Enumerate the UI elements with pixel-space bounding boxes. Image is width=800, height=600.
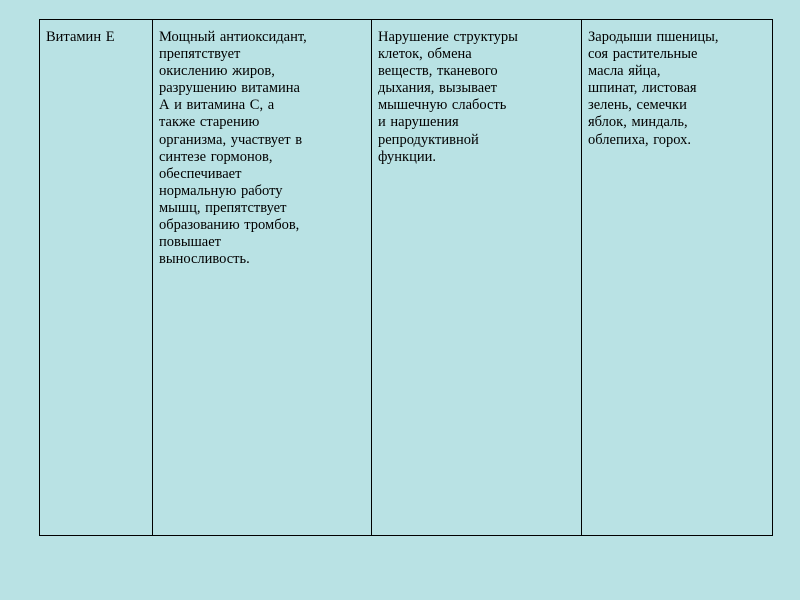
- text-line: яблок, миндаль,: [588, 114, 688, 131]
- text-line: обеспечивает: [159, 165, 242, 182]
- text-line: окислению жиров,: [159, 63, 275, 80]
- function-text: [159, 29, 365, 268]
- sources-cell: [582, 20, 773, 536]
- text-line: организма, участвует в: [159, 131, 303, 148]
- text-line: выносливость.: [159, 251, 250, 268]
- text-line: зелень, семечки: [588, 97, 687, 114]
- text-line: веществ, тканевого: [378, 63, 498, 80]
- text-line: клеток, обмена: [378, 46, 472, 63]
- vitamin-name: Витамин Е: [46, 29, 115, 45]
- text-line: нормальную работу: [159, 182, 283, 199]
- function-cell: [153, 20, 372, 536]
- text-line: соя растительные: [588, 46, 698, 63]
- text-line: также старению: [159, 114, 260, 131]
- text-line: шпинат, листовая: [588, 80, 697, 97]
- text-line: Нарушение структуры: [378, 29, 518, 45]
- text-line: функции.: [378, 148, 436, 165]
- text-line: масла яйца,: [588, 63, 661, 80]
- text-line: образованию тромбов,: [159, 217, 300, 234]
- text-line: Мощный антиоксидант,: [159, 29, 307, 45]
- vitamin-name-cell: [40, 20, 153, 536]
- text-line: облепиха, горох.: [588, 131, 692, 148]
- text-line: Зародыши пшеницы,: [588, 29, 719, 45]
- text-line: А и витамина С, а: [159, 97, 275, 114]
- text-line: дыхания, вызывает: [378, 80, 497, 97]
- text-line: повышает: [159, 234, 221, 251]
- vitamin-table: [39, 19, 773, 536]
- text-line: и нарушения: [378, 114, 459, 131]
- text-line: разрушению витамина: [159, 80, 300, 97]
- text-line: препятствует: [159, 46, 241, 63]
- table-row: [40, 20, 773, 536]
- deficiency-text: [378, 29, 575, 166]
- text-line: синтезе гормонов,: [159, 148, 273, 165]
- text-line: мышечную слабость: [378, 97, 507, 114]
- text-line: репродуктивной: [378, 131, 479, 148]
- text-line: мышц, препятствует: [159, 199, 287, 216]
- deficiency-cell: [372, 20, 582, 536]
- sources-text: [588, 29, 766, 149]
